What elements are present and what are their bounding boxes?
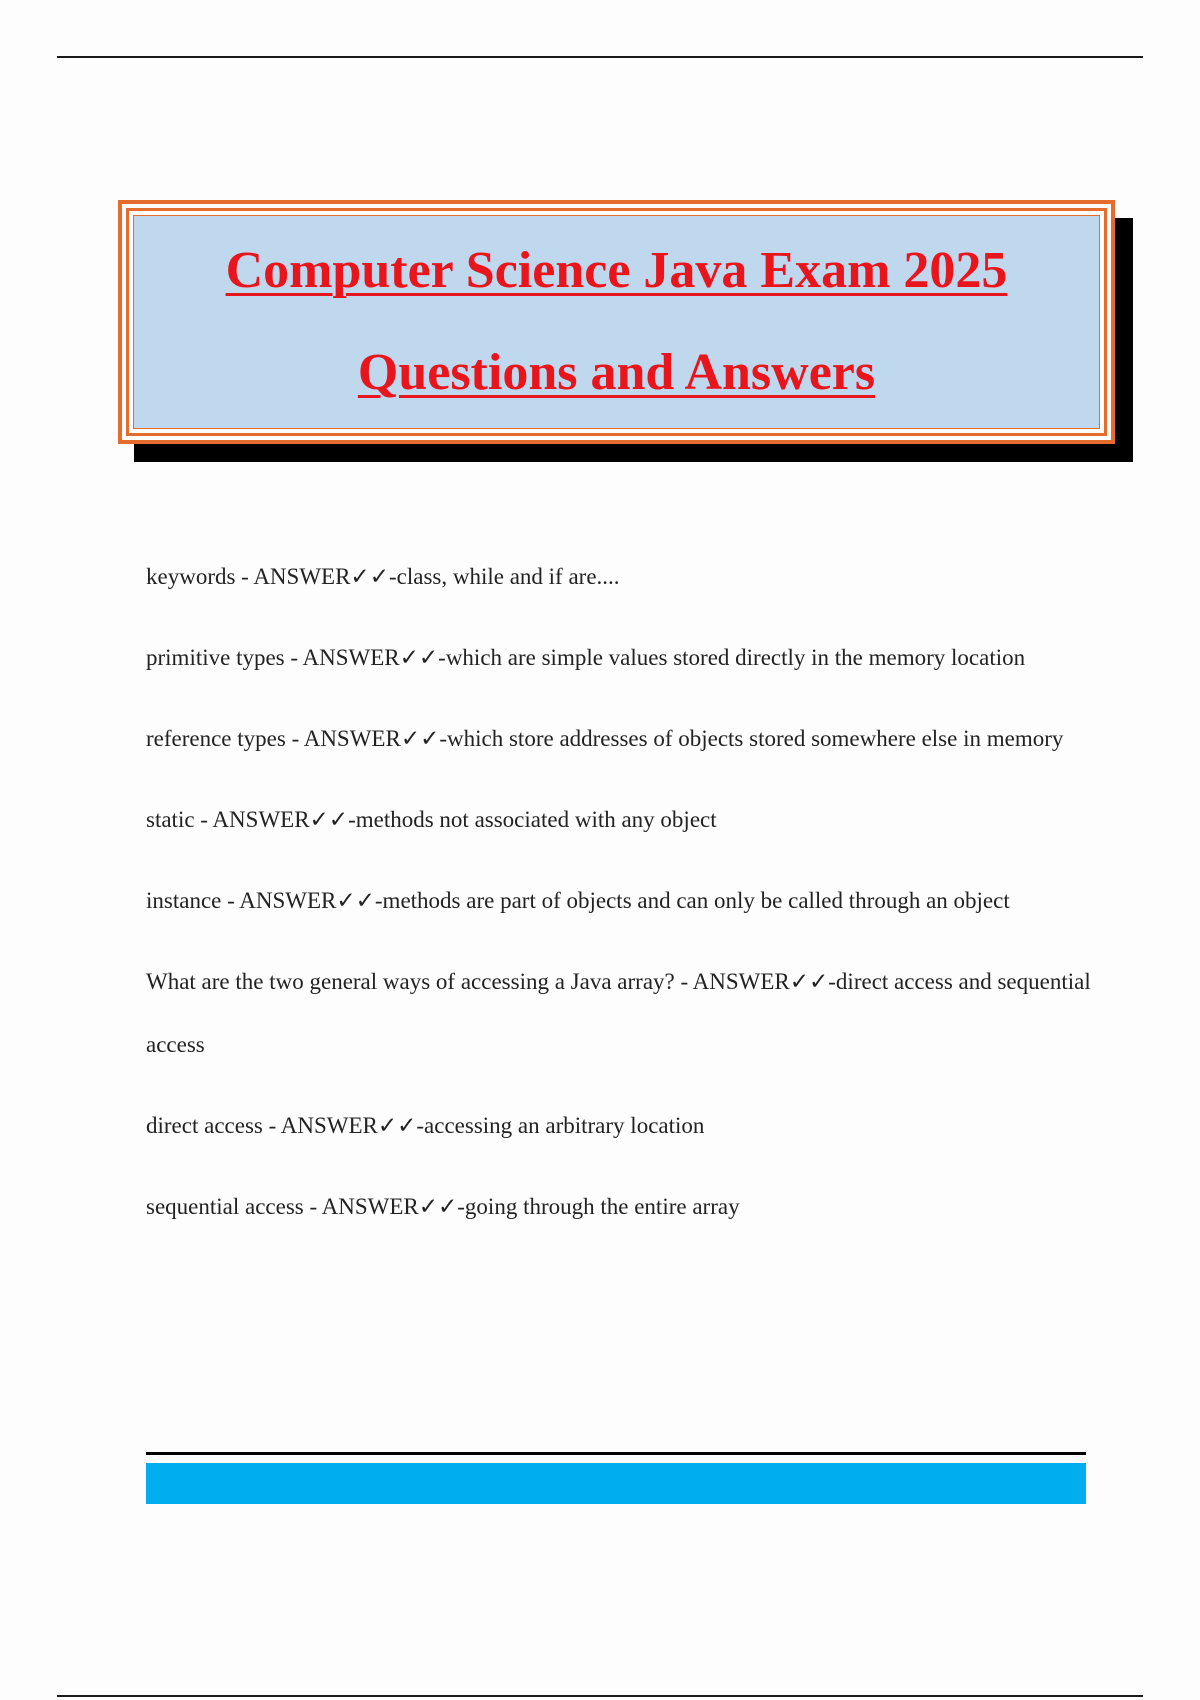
- top-rule: [57, 56, 1143, 58]
- qa-item: instance - ANSWER✓✓-methods are part of objects and can only be called through an object: [146, 888, 1010, 913]
- title-box-border: [126, 208, 1107, 436]
- qa-item: What are the two general ways of accessing a Java array? - ANSWER✓✓-direct access and sequential access: [146, 969, 1091, 1057]
- footer-rule: [146, 1452, 1086, 1455]
- qa-list: [146, 545, 1106, 1256]
- title-box: [118, 200, 1115, 444]
- qa-item: keywords - ANSWER✓✓-class, while and if are....: [146, 564, 620, 589]
- title-box-content: [133, 215, 1100, 429]
- footer-bar: [146, 1463, 1086, 1504]
- qa-item: direct access - ANSWER✓✓-accessing an arbitrary location: [146, 1113, 705, 1138]
- title-line-2: Questions and Answers: [357, 344, 876, 401]
- bottom-rule: [57, 1695, 1143, 1697]
- qa-item: primitive types - ANSWER✓✓-which are simple values stored directly in the memory location: [146, 645, 1026, 670]
- title-line-1: Computer Science Java Exam 2025: [225, 242, 1008, 299]
- qa-item: reference types - ANSWER✓✓-which store addresses of objects stored somewhere else in memory: [146, 726, 1064, 751]
- qa-item: sequential access - ANSWER✓✓-going through the entire array: [146, 1194, 740, 1219]
- qa-item: static - ANSWER✓✓-methods not associated with any object: [146, 807, 717, 832]
